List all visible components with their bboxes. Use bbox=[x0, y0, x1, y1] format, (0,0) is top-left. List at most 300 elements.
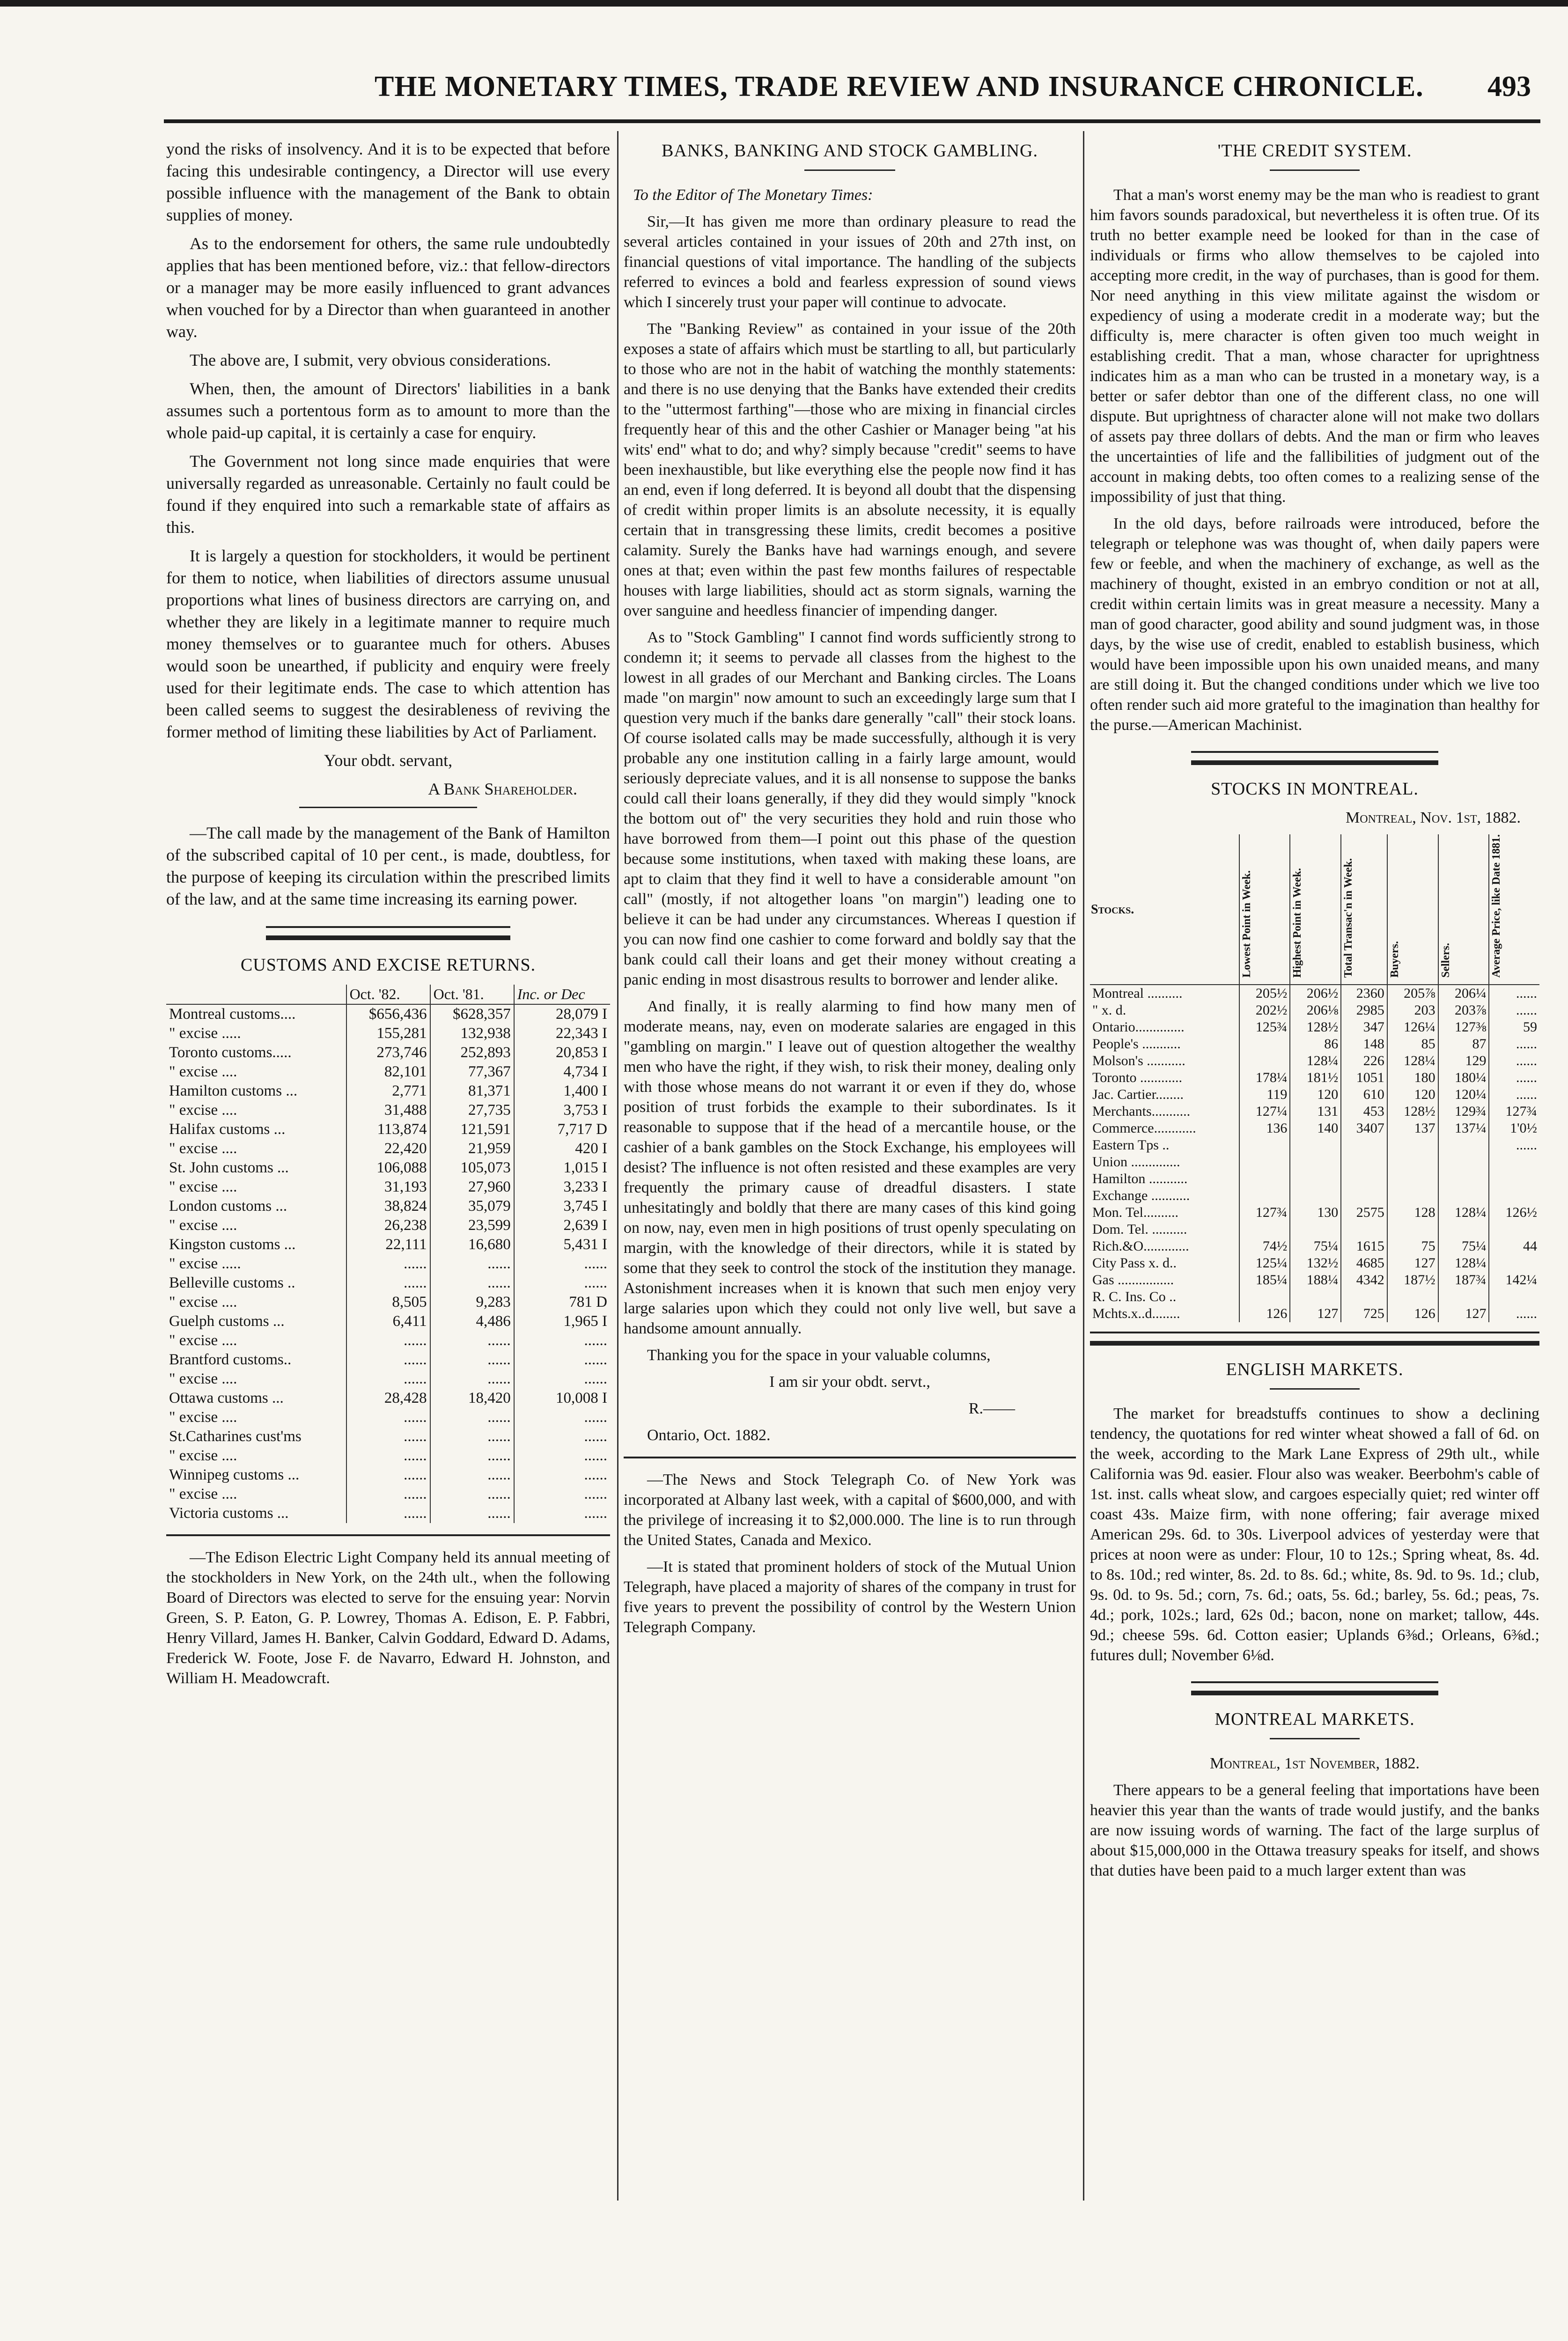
table-row bbox=[166, 1485, 610, 1504]
table-cell: 610 bbox=[1341, 1086, 1387, 1103]
table-cell: 206¼ bbox=[1438, 985, 1489, 1002]
table-row bbox=[166, 1389, 610, 1408]
table-cell bbox=[1290, 1221, 1341, 1238]
table-cell: 273,746 bbox=[346, 1043, 430, 1062]
table-cell: Exchange ........... bbox=[1092, 1188, 1190, 1204]
table-row bbox=[166, 1254, 610, 1274]
table-cell: 128¼ bbox=[1438, 1204, 1489, 1221]
table-row bbox=[1090, 1305, 1539, 1322]
table-row bbox=[166, 1216, 610, 1235]
table-cell bbox=[1239, 1036, 1290, 1053]
table-cell: ...... bbox=[430, 1331, 514, 1350]
table-cell: ...... bbox=[430, 1485, 514, 1504]
table-cell bbox=[1438, 1288, 1489, 1305]
table-cell: 127¾ bbox=[1239, 1204, 1290, 1221]
table-row bbox=[166, 1312, 610, 1331]
table-cell: ...... bbox=[514, 1465, 610, 1485]
table-cell: Montreal .......... bbox=[1092, 986, 1183, 1001]
table-cell: ...... bbox=[514, 1350, 610, 1369]
table-row bbox=[1090, 1170, 1539, 1187]
table-cell: ...... bbox=[430, 1369, 514, 1389]
table-cell: St.Catharines cust'ms bbox=[169, 1428, 302, 1445]
table-cell: Toronto ............ bbox=[1092, 1070, 1183, 1086]
table-cell bbox=[1239, 1170, 1290, 1187]
table-cell: 188¼ bbox=[1290, 1272, 1341, 1288]
signature: R.—— bbox=[968, 1400, 1015, 1417]
table-cell: 6,411 bbox=[346, 1312, 430, 1331]
table-cell: 23,599 bbox=[430, 1216, 514, 1235]
table-cell: Union .............. bbox=[1092, 1154, 1180, 1170]
section-rule bbox=[1191, 1681, 1438, 1695]
table-cell: Hamilton ........... bbox=[1092, 1171, 1188, 1187]
paragraph: Sir,—It has given me more than ordinary pleasure to read the several articles contained in your issues of 20th and 27th inst, on financial questions of vital importance. The handling of the subjects referred to evinces a bold and fearless expression of sound views which I sincerely trust your paper will continue to advocate. bbox=[624, 213, 1076, 311]
table-cell: ...... bbox=[346, 1350, 430, 1369]
table-cell: ...... bbox=[346, 1331, 430, 1350]
stocks-column-header: Stocks. bbox=[1090, 834, 1239, 985]
column-divider bbox=[617, 131, 618, 2201]
table-cell: ...... bbox=[430, 1408, 514, 1427]
table-cell: 2575 bbox=[1341, 1204, 1387, 1221]
table-cell: ...... bbox=[1489, 1137, 1539, 1154]
table-cell bbox=[1438, 1154, 1489, 1170]
table-row bbox=[1090, 1120, 1539, 1137]
table-cell: ...... bbox=[430, 1504, 514, 1523]
table-cell bbox=[1438, 1170, 1489, 1187]
table-cell: 420 I bbox=[514, 1139, 610, 1158]
stocks-column-header: Average Price, like Date 1881. bbox=[1489, 834, 1539, 985]
table-cell: ...... bbox=[346, 1465, 430, 1485]
table-row bbox=[1090, 1086, 1539, 1103]
table-cell: 126½ bbox=[1489, 1204, 1539, 1221]
table-cell: 9,283 bbox=[430, 1293, 514, 1312]
table-cell bbox=[1341, 1170, 1387, 1187]
table-cell: 113,874 bbox=[346, 1120, 430, 1139]
table-cell: 127 bbox=[1387, 1255, 1438, 1272]
edison-note: —The Edison Electric Light Company held its annual meeting of the stockholders in New York, on the 24th ult., when the following Board of Directors was elected to serve for the ensuing year: Norvin Green, S. P. Eaton, G. P. Lowrey, Thomas A. Edison, E. P. Fabbri, Henry Villard, James H. Banker, Calvin Goddard, Edward D. Adams, Frederick W. Foote, Jose F. de Navarro, Edward H. Johnston, and William H. Meadowcraft. bbox=[166, 1549, 610, 1687]
table-cell: " excise ..... bbox=[169, 1255, 241, 1272]
closing: I am sir your obdt. servt., bbox=[769, 1373, 930, 1391]
table-cell bbox=[1438, 1221, 1489, 1238]
table-cell bbox=[1489, 1221, 1539, 1238]
table-cell: Ontario.............. bbox=[1092, 1019, 1185, 1035]
stocks-column-header: Lowest Point in Week. bbox=[1239, 834, 1290, 985]
table-row bbox=[166, 1350, 610, 1369]
montreal-dateline: Montreal, 1st November, 1882. bbox=[1209, 1755, 1420, 1773]
table-row bbox=[1090, 1204, 1539, 1221]
table-cell: 128¼ bbox=[1438, 1255, 1489, 1272]
table-row bbox=[166, 1293, 610, 1312]
table-cell: 126¼ bbox=[1387, 1019, 1438, 1036]
table-cell: 148 bbox=[1341, 1036, 1387, 1053]
table-cell: 1051 bbox=[1341, 1069, 1387, 1086]
section-rule bbox=[266, 926, 510, 940]
table-row bbox=[166, 1331, 610, 1350]
table-cell: 4,486 bbox=[430, 1312, 514, 1331]
table-cell: 4,734 I bbox=[514, 1062, 610, 1082]
table-row bbox=[166, 1369, 610, 1389]
page-number: 493 bbox=[1487, 71, 1531, 103]
table-cell: 27,735 bbox=[430, 1101, 514, 1120]
table-cell: 137¼ bbox=[1438, 1120, 1489, 1137]
table-cell bbox=[1341, 1137, 1387, 1154]
table-row bbox=[166, 1274, 610, 1293]
table-cell: Dom. Tel. .......... bbox=[1092, 1222, 1187, 1237]
paragraph: Thanking you for the space in your valuable columns, bbox=[647, 1347, 991, 1364]
table-cell bbox=[1438, 1187, 1489, 1204]
table-cell: 38,824 bbox=[346, 1197, 430, 1216]
table-cell: 2360 bbox=[1341, 985, 1387, 1002]
table-cell: ...... bbox=[514, 1369, 610, 1389]
paragraph: The Government not long since made enquiries that were universally regarded as unreasonable. Certainly no fault could be found if they enquired into such a remarkable state of affairs as this. bbox=[166, 452, 610, 537]
table-cell: ...... bbox=[514, 1504, 610, 1523]
table-row bbox=[166, 1062, 610, 1082]
section-rule bbox=[1090, 1332, 1539, 1346]
table-cell: 347 bbox=[1341, 1019, 1387, 1036]
table-cell: 125¾ bbox=[1239, 1019, 1290, 1036]
table-cell: 2985 bbox=[1341, 1002, 1387, 1019]
table-cell: Winnipeg customs ... bbox=[169, 1466, 300, 1483]
table-cell: 105,073 bbox=[430, 1158, 514, 1178]
banks-heading: BANKS, BANKING AND STOCK GAMBLING. bbox=[662, 141, 1038, 161]
table-cell: 18,420 bbox=[430, 1389, 514, 1408]
table-cell: 106,088 bbox=[346, 1158, 430, 1178]
paragraph: When, then, the amount of Directors' liabilities in a bank assumes such a portentous form as to amount to more than the whole paid-up capital, it is certainly a case for enquiry. bbox=[166, 379, 610, 442]
table-cell bbox=[1239, 1053, 1290, 1069]
table-cell: Montreal customs.... bbox=[169, 1006, 296, 1023]
table-cell bbox=[1489, 1255, 1539, 1272]
table-cell: ...... bbox=[346, 1427, 430, 1446]
table-cell: 10,008 I bbox=[514, 1389, 610, 1408]
table-cell: 132½ bbox=[1290, 1255, 1341, 1272]
table-cell: People's ........... bbox=[1092, 1036, 1181, 1052]
table-cell: 125¼ bbox=[1239, 1255, 1290, 1272]
table-cell: 205⅞ bbox=[1387, 985, 1438, 1002]
table-cell: ...... bbox=[346, 1408, 430, 1427]
column-2 bbox=[624, 138, 1076, 1644]
divider bbox=[1270, 1738, 1360, 1739]
table-row bbox=[166, 1043, 610, 1062]
table-cell: City Pass x. d.. bbox=[1092, 1255, 1177, 1271]
table-cell: 1615 bbox=[1341, 1238, 1387, 1255]
table-cell: 86 bbox=[1290, 1036, 1341, 1053]
table-cell: 129¾ bbox=[1438, 1103, 1489, 1120]
signature: A Bank Shareholder. bbox=[428, 780, 577, 798]
table-cell bbox=[1387, 1221, 1438, 1238]
table-cell: Halifax customs ... bbox=[169, 1121, 286, 1138]
table-row bbox=[1090, 1053, 1539, 1069]
table-row bbox=[166, 1158, 610, 1178]
table-cell bbox=[1489, 1170, 1539, 1187]
table-cell: ...... bbox=[430, 1446, 514, 1465]
table-cell: 128½ bbox=[1387, 1103, 1438, 1120]
table-cell: Molson's ........... bbox=[1092, 1053, 1185, 1069]
table-cell: 203 bbox=[1387, 1002, 1438, 1019]
table-cell: 187¾ bbox=[1438, 1272, 1489, 1288]
table-cell: 28,079 I bbox=[514, 1004, 610, 1024]
table-cell: ...... bbox=[346, 1274, 430, 1293]
table-cell: 178¼ bbox=[1239, 1069, 1290, 1086]
credit-heading: 'THE CREDIT SYSTEM. bbox=[1217, 141, 1412, 161]
table-cell: 1,015 I bbox=[514, 1158, 610, 1178]
stocks-table bbox=[1090, 834, 1539, 1322]
table-cell: Jac. Cartier........ bbox=[1092, 1087, 1184, 1103]
table-cell bbox=[1239, 1187, 1290, 1204]
table-cell: 142¼ bbox=[1489, 1272, 1539, 1288]
top-border bbox=[0, 0, 1568, 7]
stocks-column-header: Buyers. bbox=[1387, 834, 1438, 985]
table-cell: St. John customs ... bbox=[169, 1159, 289, 1176]
table-row bbox=[1090, 1238, 1539, 1255]
paragraph: The "Banking Review" as contained in your issue of the 20th exposes a state of affairs which must be startling to all, but particularly to those who are not in the habit of watching the monthly statements: and there is no use denying that the Banks have extended their credits to the "uttermost farthing"—those who are mixing in financial circles frequently hear of this and the other Cashier or Manager being "at his wits' end" what to do; and why? simply because "credit" seems to have been inexhaustible, but like everything else the people now find it has an end, even if long deferred. It is beyond all doubt that the dispensing of credit within proper limits is an absolute necessity, it is equally certain that in transgressing these limits, credit becomes a positive calamity. Surely the Banks have had warnings enough, and severe ones at that; even within the past few months failures of respectable houses with large liabilities, should act as storm signals, warning the over sanguine and heedless financier of impending danger. bbox=[624, 320, 1076, 619]
header-rule bbox=[164, 119, 1540, 123]
table-cell: 75¼ bbox=[1290, 1238, 1341, 1255]
table-cell: 22,111 bbox=[346, 1235, 430, 1254]
divider bbox=[1270, 169, 1360, 171]
table-cell bbox=[1387, 1170, 1438, 1187]
table-cell: 185¼ bbox=[1239, 1272, 1290, 1288]
table-cell: ...... bbox=[1489, 1069, 1539, 1086]
page-header bbox=[164, 70, 1531, 108]
table-cell: 8,505 bbox=[346, 1293, 430, 1312]
table-cell: 3,753 I bbox=[514, 1101, 610, 1120]
table-cell: 130 bbox=[1290, 1204, 1341, 1221]
table-cell: 21,959 bbox=[430, 1139, 514, 1158]
section-rule bbox=[1191, 751, 1438, 765]
union-note: —It is stated that prominent holders of stock of the Mutual Union Telegraph, have placed a majority of shares of the company in trust for five years to prevent the possibility of control by the Western Union Telegraph Company. bbox=[624, 1558, 1076, 1636]
table-cell: 2,639 I bbox=[514, 1216, 610, 1235]
table-cell: 44 bbox=[1489, 1238, 1539, 1255]
table-cell: 226 bbox=[1341, 1053, 1387, 1069]
table-cell: ...... bbox=[430, 1274, 514, 1293]
table-cell: 22,420 bbox=[346, 1139, 430, 1158]
table-cell: Rich.&O............. bbox=[1092, 1238, 1189, 1254]
table-cell: " excise ..... bbox=[169, 1025, 241, 1042]
table-cell: 127 bbox=[1438, 1305, 1489, 1322]
table-cell: 127¼ bbox=[1239, 1103, 1290, 1120]
table-cell: 137 bbox=[1387, 1120, 1438, 1137]
table-row bbox=[166, 1427, 610, 1446]
customs-column-header bbox=[166, 985, 346, 1004]
english-heading: ENGLISH MARKETS. bbox=[1226, 1360, 1404, 1380]
divider bbox=[804, 169, 895, 171]
table-cell: 120 bbox=[1387, 1086, 1438, 1103]
table-cell: 1,400 I bbox=[514, 1082, 610, 1101]
table-cell: 129 bbox=[1438, 1053, 1489, 1069]
table-cell: Kingston customs ... bbox=[169, 1236, 296, 1253]
table-cell bbox=[1341, 1154, 1387, 1170]
table-cell: 75 bbox=[1387, 1238, 1438, 1255]
table-cell: 4342 bbox=[1341, 1272, 1387, 1288]
table-row bbox=[166, 1178, 610, 1197]
table-row bbox=[1090, 1137, 1539, 1154]
table-cell: " excise .... bbox=[169, 1178, 237, 1195]
table-cell: 781 D bbox=[514, 1293, 610, 1312]
table-cell: R. C. Ins. Co .. bbox=[1092, 1289, 1177, 1305]
table-row bbox=[1090, 1019, 1539, 1036]
table-cell: 31,488 bbox=[346, 1101, 430, 1120]
stocks-dateline: Montreal, Nov. 1st, 1882. bbox=[1346, 809, 1521, 826]
table-cell: 26,238 bbox=[346, 1216, 430, 1235]
table-cell bbox=[1290, 1187, 1341, 1204]
table-cell: " excise .... bbox=[169, 1332, 237, 1349]
table-cell: 155,281 bbox=[346, 1024, 430, 1043]
paragraph: In the old days, before railroads were introduced, before the telegraph or telephone was was thought of, when daily papers were few or feeble, and when the machinery of exchange, as well as the machinery of thought, existed in an embryo condition or not at all, credit within certain limits was in great measure a necessity. Many a man of good character, good ability and sound judgment was, in those days, by the wise use of credit, enabled to establish business, which would have been impossible upon his own unaided means, and many are still doing it. But the changed conditions under which we live too often render such aid more grateful to the imagination than healthy for the purse.—American Machinist. bbox=[1090, 515, 1539, 734]
table-cell: " x. d. bbox=[1092, 1002, 1126, 1018]
table-row bbox=[1090, 1002, 1539, 1019]
table-cell: 132,938 bbox=[430, 1024, 514, 1043]
table-cell: " excise .... bbox=[169, 1294, 237, 1310]
column-1 bbox=[166, 138, 610, 1695]
table-cell: 127¾ bbox=[1489, 1103, 1539, 1120]
customs-table bbox=[166, 985, 610, 1523]
customs-column-header: Inc. or Dec bbox=[514, 985, 610, 1004]
table-cell bbox=[1387, 1187, 1438, 1204]
table-cell: " excise .... bbox=[169, 1063, 237, 1080]
table-cell bbox=[1387, 1154, 1438, 1170]
table-cell: ...... bbox=[1489, 1036, 1539, 1053]
news-note: —The News and Stock Telegraph Co. of New York was incorporated at Albany last week, with a capital of $600,000, and with the privilege of increasing it to $2,000.000. The line is to run through the United States, Canada and Mexico. bbox=[624, 1471, 1076, 1549]
table-cell: ...... bbox=[1489, 1305, 1539, 1322]
table-row bbox=[166, 1101, 610, 1120]
table-cell: Victoria customs ... bbox=[169, 1505, 289, 1522]
table-cell: ...... bbox=[514, 1446, 610, 1465]
table-cell: 128½ bbox=[1290, 1019, 1341, 1036]
table-cell bbox=[1239, 1154, 1290, 1170]
table-cell bbox=[1239, 1288, 1290, 1305]
divider bbox=[1270, 1388, 1360, 1390]
table-cell: " excise .... bbox=[169, 1217, 237, 1234]
table-cell bbox=[1489, 1154, 1539, 1170]
table-cell: ...... bbox=[346, 1446, 430, 1465]
table-cell: " excise .... bbox=[169, 1102, 237, 1119]
table-row bbox=[1090, 1255, 1539, 1272]
table-cell: $656,436 bbox=[346, 1004, 430, 1024]
hamilton-note: —The call made by the management of the Bank of Hamilton of the subscribed capital of 10 per cent., is made, doubtless, for the purpose of keeping its circulation within the prescribed limits of the law, and at the same time increasing its earning power. bbox=[166, 824, 610, 908]
table-cell bbox=[1290, 1288, 1341, 1305]
table-cell: 127 bbox=[1290, 1305, 1341, 1322]
table-cell bbox=[1489, 1288, 1539, 1305]
english-paragraph: The market for breadstuffs continues to show a declining tendency, the quotations for red winter wheat showed a fall of 6d. on the week, according to the Mark Lane Express of 29th ult., while California was 9d. easier. Flour also was weaker. Beerbohm's cable of 1st. inst. calls wheat slow, and cargoes especially quiet; red winter off coast 43s. Maize firm, with none offering; fair average mixed American 29s. 6d. to 30s. Liverpool advices of yesterday were that prices at noon were as under: Flour, 10 to 12s.; Spring wheat, 8s. 4d. to 8s. 10d.; red winter, 8s. 2d. to 8s. 6d.; white, 8s. 9d. to 9s. 1d.; club, 9s. 0d. to 9s. 5d.; corn, 7s. 6d.; oats, 5s. 6d.; barley, 5s. 6d.; peas, 7s. 4d.; pork, 102s.; lard, 62s 0d.; bacon, none on market; tallow, 44s. 9d.; cheese 59s. 6d. Cotton easier; Uplands 6⅜d.; Orleans, 6⅜d.; futures dull; November 6⅛d. bbox=[1090, 1405, 1539, 1664]
table-cell: 136 bbox=[1239, 1120, 1290, 1137]
table-cell: 187½ bbox=[1387, 1272, 1438, 1288]
table-cell: 2,771 bbox=[346, 1082, 430, 1101]
table-row bbox=[166, 1120, 610, 1139]
table-cell: 128¼ bbox=[1387, 1053, 1438, 1069]
table-cell: 87 bbox=[1438, 1036, 1489, 1053]
table-cell: 1'0½ bbox=[1489, 1120, 1539, 1137]
table-cell: 3,233 I bbox=[514, 1178, 610, 1197]
table-cell: 7,717 D bbox=[514, 1120, 610, 1139]
paragraph: That a man's worst enemy may be the man who is readiest to grant him favors sounds paradoxical, but nevertheless it is often true. Of its truth no better example need be looked for than in the case of individuals or firms who allow themselves to be cajoled into accepting more credit, in the way of purchases, than is good for them. Nor need anything in this view militate against the wisdom or expediency of using a moderate credit in a moderate way; but the difficulty is, mere character is often given too much weight in establishing credit. That a man, whose character for uprightness indicates him as a man who can be trusted in a monetary way, is a better or safer debtor than one of the different class, no one will dispute. But uprightness of character alone will not make two dollars of assets pay three dollars of debts. And the man or firm who leaves the uncertainties of life and the fallibilities of judgment out of the account in making debts, too often comes to a realizing sense of the impossibility of just that thing. bbox=[1090, 186, 1539, 506]
table-cell: 5,431 I bbox=[514, 1235, 610, 1254]
table-cell: 28,428 bbox=[346, 1389, 430, 1408]
table-cell: 206⅛ bbox=[1290, 1002, 1341, 1019]
table-row bbox=[166, 1235, 610, 1254]
table-cell: ...... bbox=[514, 1274, 610, 1293]
paragraph: yond the risks of insolvency. And it is to be expected that before facing this undesirable contingency, a Director will use every possible influence with the management of the Bank to obtain supplies of money. bbox=[166, 140, 610, 224]
stocks-column-header: Sellers. bbox=[1438, 834, 1489, 985]
table-cell: 120 bbox=[1290, 1086, 1341, 1103]
table-cell: 3407 bbox=[1341, 1120, 1387, 1137]
table-row bbox=[1090, 1221, 1539, 1238]
table-cell: Brantford customs.. bbox=[169, 1351, 292, 1368]
customs-heading: CUSTOMS AND EXCISE RETURNS. bbox=[240, 955, 536, 975]
table-cell: 128 bbox=[1387, 1204, 1438, 1221]
montreal-paragraph: There appears to be a general feeling that importations have been heavier this year than the wants of trade would justify, and the banks are now issuing words of warning. The fact of the large surplus of about $15,000,000 in the Ottawa treasury speaks for itself, and shows that duties have been paid to a much larger extent than was bbox=[1090, 1782, 1539, 1880]
stocks-heading: STOCKS IN MONTREAL. bbox=[1211, 779, 1419, 799]
table-row bbox=[166, 1139, 610, 1158]
table-cell: ...... bbox=[514, 1427, 610, 1446]
table-cell: 22,343 I bbox=[514, 1024, 610, 1043]
table-cell: ...... bbox=[1489, 1053, 1539, 1069]
table-row bbox=[166, 1504, 610, 1523]
sign-off: Your obdt. servant, bbox=[324, 751, 453, 770]
table-cell: " excise .... bbox=[169, 1447, 237, 1464]
table-cell: 252,893 bbox=[430, 1043, 514, 1062]
table-cell bbox=[1387, 1137, 1438, 1154]
table-cell: " excise .... bbox=[169, 1409, 237, 1426]
table-cell: 202½ bbox=[1239, 1002, 1290, 1019]
table-cell bbox=[1239, 1221, 1290, 1238]
montreal-heading: MONTREAL MARKETS. bbox=[1215, 1709, 1415, 1730]
divider bbox=[166, 1534, 610, 1536]
table-row bbox=[1090, 1069, 1539, 1086]
table-cell: 119 bbox=[1239, 1086, 1290, 1103]
column-divider bbox=[1083, 131, 1084, 2201]
table-cell: 16,680 bbox=[430, 1235, 514, 1254]
table-cell: 127⅜ bbox=[1438, 1019, 1489, 1036]
salutation: To the Editor of The Monetary Times: bbox=[633, 186, 873, 204]
divider bbox=[624, 1457, 1076, 1458]
table-cell: 181½ bbox=[1290, 1069, 1341, 1086]
table-cell bbox=[1341, 1221, 1387, 1238]
table-cell: 35,079 bbox=[430, 1197, 514, 1216]
table-cell: Mon. Tel.......... bbox=[1092, 1205, 1179, 1221]
column-3 bbox=[1090, 138, 1539, 1887]
table-cell: ...... bbox=[346, 1254, 430, 1274]
table-cell: 131 bbox=[1290, 1103, 1341, 1120]
table-cell: 82,101 bbox=[346, 1062, 430, 1082]
table-row bbox=[1090, 985, 1539, 1002]
table-cell bbox=[1290, 1154, 1341, 1170]
table-cell: Guelph customs ... bbox=[169, 1313, 285, 1330]
table-cell: ...... bbox=[346, 1504, 430, 1523]
table-cell: 3,745 I bbox=[514, 1197, 610, 1216]
table-cell: ...... bbox=[1489, 985, 1539, 1002]
table-cell: 140 bbox=[1290, 1120, 1341, 1137]
table-cell: 85 bbox=[1387, 1036, 1438, 1053]
table-cell: Commerce............ bbox=[1092, 1120, 1196, 1136]
table-cell: ...... bbox=[514, 1331, 610, 1350]
table-cell: Eastern Tps .. bbox=[1092, 1137, 1170, 1153]
paragraph: As to the endorsement for others, the same rule undoubtedly applies that has been mentioned before, viz.: that fellow-directors or a manager may be more easily influenced to grant advances when vouched for by a Director than when guaranteed in another way. bbox=[166, 234, 610, 341]
customs-column-header: Oct. '81. bbox=[430, 985, 514, 1004]
table-cell: ...... bbox=[1489, 1086, 1539, 1103]
stocks-column-header: Highest Point in Week. bbox=[1290, 834, 1341, 985]
table-cell bbox=[1438, 1137, 1489, 1154]
table-cell: 31,193 bbox=[346, 1178, 430, 1197]
table-cell: 126 bbox=[1239, 1305, 1290, 1322]
table-cell bbox=[1387, 1288, 1438, 1305]
table-cell: 203⅞ bbox=[1438, 1002, 1489, 1019]
table-cell: London customs ... bbox=[169, 1198, 287, 1215]
table-cell: ...... bbox=[346, 1485, 430, 1504]
customs-column-header: Oct. '82. bbox=[346, 985, 430, 1004]
table-cell bbox=[1489, 1187, 1539, 1204]
table-cell: 180 bbox=[1387, 1069, 1438, 1086]
table-row bbox=[166, 1408, 610, 1427]
table-row bbox=[1090, 1036, 1539, 1053]
